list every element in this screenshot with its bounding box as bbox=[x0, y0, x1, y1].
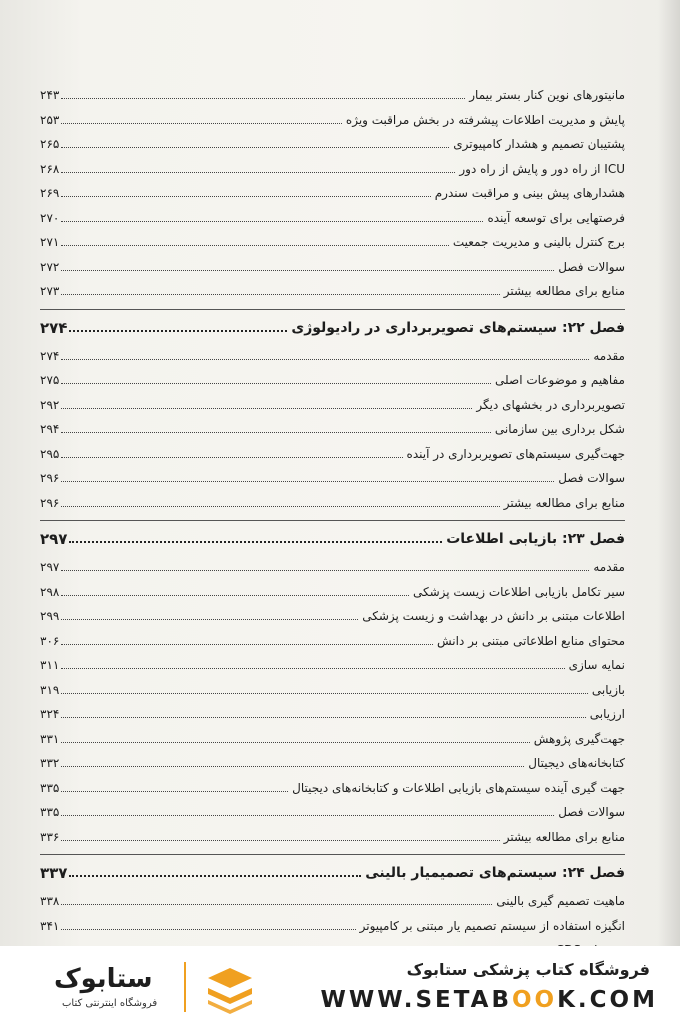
toc-page-number: ۳۳۱ bbox=[40, 731, 60, 746]
toc-row bbox=[40, 80, 625, 102]
toc-row bbox=[40, 463, 625, 485]
chapter-divider bbox=[40, 520, 625, 521]
url-oo: OO bbox=[512, 987, 558, 1013]
book-stack-icon bbox=[202, 960, 258, 1016]
toc-entry-title: ICU از راه دور و پایش از راه دور bbox=[459, 161, 625, 176]
dot-leader bbox=[69, 875, 361, 877]
toc-row bbox=[40, 822, 625, 844]
toc-entry-title: نمایه سازی bbox=[568, 658, 625, 672]
toc-entry-title: فرصتهایی برای توسعه آینده bbox=[487, 210, 625, 225]
toc-row bbox=[40, 886, 625, 908]
toc-row bbox=[40, 390, 625, 412]
toc-page-number: ۲۶۸ bbox=[40, 161, 60, 176]
toc-page-number: ۲۹۷ bbox=[40, 530, 68, 548]
toc-row bbox=[40, 365, 625, 387]
toc-page-number: ۲۹۲ bbox=[40, 397, 60, 412]
toc-row bbox=[40, 724, 625, 746]
toc-entry-title: کتابخانه‌های دیجیتال bbox=[528, 756, 625, 770]
toc-entry-title: اطلاعات مبتنی بر دانش در بهداشت و زیست پزشکی bbox=[362, 609, 625, 623]
toc-row bbox=[40, 276, 625, 298]
toc-row bbox=[40, 748, 625, 770]
dot-leader bbox=[61, 619, 358, 620]
toc-entry-title: بازیابی bbox=[591, 682, 625, 697]
logo-text: ستابوک bbox=[54, 964, 153, 994]
dot-leader bbox=[61, 717, 585, 718]
toc-row bbox=[40, 227, 625, 249]
toc-page-number: ۲۵۳ bbox=[40, 112, 60, 127]
toc-chapter-row bbox=[40, 858, 625, 880]
store-logo[interactable] bbox=[14, 954, 264, 1018]
toc-row bbox=[40, 154, 625, 176]
toc-entry-title: مقدمه bbox=[593, 348, 625, 363]
toc-row bbox=[40, 577, 625, 599]
toc-row bbox=[40, 439, 625, 461]
store-footer bbox=[0, 946, 680, 1024]
toc-entry-title: برج کنترل بالینی و مدیریت جمعیت bbox=[452, 235, 625, 249]
toc-page-number: ۲۹۴ bbox=[40, 422, 60, 436]
store-name: فروشگاه کتاب پزشکی ستابوک bbox=[406, 960, 650, 979]
toc-page-number: ۳۳۷ bbox=[40, 864, 68, 882]
toc-chapter-row bbox=[40, 524, 625, 546]
dot-leader bbox=[61, 294, 499, 295]
dot-leader bbox=[61, 481, 554, 482]
dot-leader bbox=[61, 98, 465, 99]
toc-row bbox=[40, 341, 625, 363]
toc-page-number: ۲۷۱ bbox=[40, 235, 60, 249]
toc-row bbox=[40, 178, 625, 200]
dot-leader bbox=[61, 172, 455, 173]
dot-leader bbox=[61, 383, 491, 384]
toc-page-number: ۳۰۶ bbox=[40, 633, 60, 648]
dot-leader bbox=[61, 595, 409, 596]
toc-page-number: ۳۲۴ bbox=[40, 707, 60, 721]
dot-leader bbox=[61, 147, 449, 148]
toc-row bbox=[40, 911, 625, 933]
dot-leader bbox=[61, 270, 554, 271]
toc-page-number: ۳۱۱ bbox=[40, 658, 60, 672]
dot-leader bbox=[61, 840, 499, 841]
toc-row bbox=[40, 105, 625, 127]
dot-leader bbox=[61, 432, 491, 433]
toc-entry-title: پشتیبان تصمیم و هشدار کامپیوتری bbox=[453, 137, 625, 151]
toc-page-number: ۲۷۴ bbox=[40, 348, 60, 363]
toc-row bbox=[40, 552, 625, 574]
url-suffix: K.COM bbox=[557, 987, 658, 1013]
dot-leader bbox=[61, 693, 588, 694]
dot-leader bbox=[61, 791, 288, 792]
logo-subtitle: فروشگاه اینترنتی کتاب bbox=[62, 998, 158, 1009]
toc-row bbox=[40, 488, 625, 510]
toc-entry-title: مفاهیم و موضوعات اصلی bbox=[495, 373, 625, 387]
chapter-divider bbox=[40, 309, 625, 310]
toc-entry-title: فصل ۲۲: سیستم‌های تصویربرداری در رادیولوژی bbox=[291, 319, 625, 336]
dot-leader bbox=[61, 457, 402, 458]
dot-leader bbox=[69, 541, 442, 543]
toc-row bbox=[40, 252, 625, 274]
toc-entry-title: انگیزه استفاده از سیستم تصمیم یار مبتنی بر کامپیوتر bbox=[359, 918, 625, 933]
toc-page-number: ۲۷۰ bbox=[40, 210, 60, 225]
toc-row bbox=[40, 699, 625, 721]
toc-entry-title: منابع برای مطالعه بیشتر bbox=[503, 829, 625, 844]
dot-leader bbox=[61, 221, 483, 222]
toc-entry-title: جهت‌گیری پژوهش bbox=[533, 731, 625, 746]
dot-leader bbox=[61, 929, 355, 930]
toc-entry-title: جهت‌گیری سیستم‌های تصویربرداری در آینده bbox=[406, 446, 625, 461]
chapter-divider bbox=[40, 854, 625, 855]
toc-entry-title: منابع برای مطالعه بیشتر bbox=[503, 284, 625, 298]
logo-divider bbox=[184, 962, 186, 1012]
toc-row bbox=[40, 626, 625, 648]
toc-page-number: ۳۳۵ bbox=[40, 805, 60, 819]
toc-entry-title: ماهیت تصمیم گیری بالینی bbox=[496, 894, 625, 908]
dot-leader bbox=[61, 245, 449, 246]
toc-entry-title: ارزیابی bbox=[589, 707, 625, 721]
toc-page-number: ۲۷۵ bbox=[40, 373, 60, 387]
toc-entry-title: هشدارهای پیش بینی و مراقبت سندرم bbox=[434, 186, 625, 200]
toc-page-number: ۲۶۵ bbox=[40, 137, 60, 151]
store-url[interactable] bbox=[321, 987, 658, 1013]
toc-row bbox=[40, 650, 625, 672]
toc-entry-title: فصل ۲۳: بازیابی اطلاعات bbox=[446, 531, 625, 547]
toc-row bbox=[40, 203, 625, 225]
toc-page-number: ۲۹۸ bbox=[40, 584, 60, 599]
toc-entry-title: مقدمه bbox=[593, 560, 625, 574]
toc-page-number: ۲۹۶ bbox=[40, 495, 60, 510]
toc-page-number: ۳۳۶ bbox=[40, 829, 60, 844]
toc-page-number: ۲۷۳ bbox=[40, 284, 60, 298]
dot-leader bbox=[61, 196, 430, 197]
toc-entry-title: جهت گیری آینده سیستم‌های بازیابی اطلاعات و کتابخانه‌های دیجیتال bbox=[292, 780, 625, 795]
dot-leader bbox=[61, 766, 524, 767]
dot-leader bbox=[61, 668, 564, 669]
dot-leader bbox=[61, 742, 529, 743]
toc-row bbox=[40, 675, 625, 697]
toc-page-number: ۳۴۱ bbox=[40, 918, 60, 933]
toc-row bbox=[40, 414, 625, 436]
toc-page-number: ۲۹۹ bbox=[40, 609, 60, 623]
toc-page-number: ۲۹۶ bbox=[40, 471, 60, 485]
dot-leader bbox=[61, 904, 492, 905]
dot-leader bbox=[61, 644, 433, 645]
toc-page-number: ۳۳۲ bbox=[40, 756, 60, 770]
toc-entry-title: محتوای منابع اطلاعاتی مبتنی بر دانش bbox=[437, 633, 625, 648]
dot-leader bbox=[69, 330, 287, 332]
toc-row bbox=[40, 797, 625, 819]
toc-page-number: ۲۴۳ bbox=[40, 88, 60, 102]
toc-row bbox=[40, 773, 625, 795]
toc-page-number: ۲۹۵ bbox=[40, 446, 60, 461]
toc-page-number: ۲۶۹ bbox=[40, 186, 60, 200]
toc-entry-title: سوالات فصل bbox=[558, 805, 625, 819]
toc-entry-title: تصویربرداری در بخشهای دیگر bbox=[476, 397, 625, 412]
toc-entry-title: منابع برای مطالعه بیشتر bbox=[503, 495, 625, 510]
toc-chapter-row bbox=[40, 313, 625, 335]
dot-leader bbox=[61, 506, 499, 507]
toc-entry-title: مانیتورهای نوین کنار بستر بیمار bbox=[469, 88, 625, 102]
toc-entry-title: فصل ۲۴: سیستم‌های تصمیمیار بالینی bbox=[365, 865, 625, 881]
dot-leader bbox=[61, 815, 554, 816]
toc-entry-title: سیر تکامل بازیابی اطلاعات زیست پزشکی bbox=[412, 584, 625, 599]
url-prefix: WWW.SETAB bbox=[320, 987, 512, 1013]
dot-leader bbox=[61, 570, 589, 571]
toc-entry-title: پایش و مدیریت اطلاعات پیشرفته در بخش مراقبت ویژه bbox=[345, 112, 625, 127]
toc-page-number: ۳۳۵ bbox=[40, 780, 60, 795]
toc-entry-title: سوالات فصل bbox=[558, 471, 625, 485]
dot-leader bbox=[61, 123, 342, 124]
toc-page-number: ۲۹۷ bbox=[40, 560, 60, 574]
toc-page-number: ۳۱۹ bbox=[40, 682, 60, 697]
dot-leader bbox=[61, 359, 589, 360]
toc-row bbox=[40, 129, 625, 151]
toc-page-number: ۳۳۸ bbox=[40, 894, 60, 908]
toc-page-number: ۲۷۲ bbox=[40, 259, 60, 274]
toc-entry-title: سوالات فصل bbox=[558, 259, 625, 274]
toc-page-number: ۲۷۴ bbox=[40, 318, 68, 337]
dot-leader bbox=[61, 408, 472, 409]
toc-entry-title: شکل برداری بین سازمانی bbox=[494, 422, 625, 436]
toc-row bbox=[40, 601, 625, 623]
